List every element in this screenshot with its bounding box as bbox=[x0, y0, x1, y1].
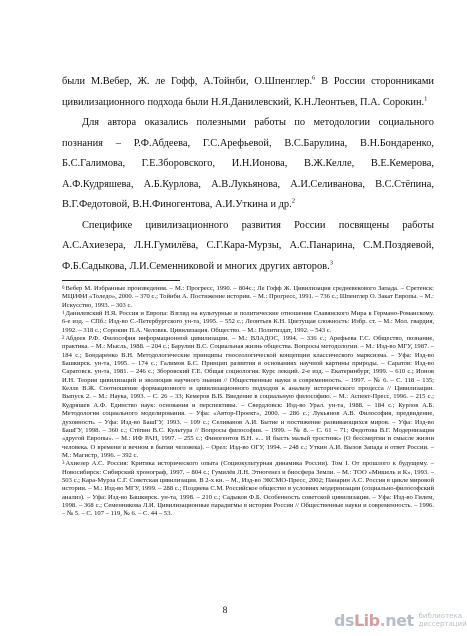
footnote-number: 6 bbox=[62, 286, 65, 291]
page-number: 8 bbox=[222, 606, 228, 616]
footnote-ref-2[interactable]: 2 bbox=[291, 197, 295, 205]
footnote-text: Абдеев Р.Ф. Философия информационной цивилизации. – М.: ВЛАДОС, 1994. – 336 с.; Арефьева Г.С. Общество, познание, практика. – М.: Мысль, 1988. – 204 с.; Барулин В.С. Социальная жизнь общества. Вопросы методологии. – М.: Изд-во МГУ, 1987. – 184 с.; Бондаренко В.Н. Методологические принципы гносеологической концепции классического марксизма. – Уфа: Изд-во Башкирск. ун-та, 1995. – 174 с.; Галимов Б.С. Принцип развития в основаниях научной картины природы. – Саратов: Изд-во Саратовск. ун-та, 1981. – 246 с.; Зборовский Г.Е. Общая социология. Курс лекций. 2-е изд. – Екатеринбург, 1999. – 610 с.; Ионов И.Н. Теория цивилизаций и эволюция научного знания // Общественные науки и современность. – 1997. – № 6. – С. 118 – 135; Келле В.Ж. Соотношение формационного и цивилизационного подходов к анализу исторического процесса // Цивилизации. Выпуск 2. – М.: Наука, 1993. – С. 26 – 33; Кемеров В.В. Введение в социальную философию. – М.: Аспект-Пресс, 1996. – 215 с.; Кудряшев А.Ф. Единство наук: основания и перспективы. – Свердловск: Изд-во Урал. ун-та, 1988. – 184 с.; Курлов А.Б. Методология социального моделирования. – Уфа: «Автор-Проект», 2000. – 286 с.; Лукьянов А.В. Философия, предвидение, духовность. – Уфа: Изд-во БашГУ, 1993. – 109 с.; Селиванов А.И. Бытие и постижение развивающихся миров. – Уфа: Изд-во БашГУ, 1998. – 360 с.; Стёпин В.С. Культура // Вопросы философии. – 1999. – № 8. – С. 61 – 71; Федотова В.Г. Модернизация «другой Европы». – М.: ИФ РАН, 1997. – 255 с.; Финогентов В.Н. «... И бысть малый тростник» (О бессмертии и смысле жизни человека. О времени и вечном в бытии человека). – Орел: Изд-во ОГУ, 1994. – 248 с.; Уткин А.И. Вызов Запада и ответ России. – М.: Магистр, 1996. – 392 с. bbox=[62, 335, 434, 459]
paragraph-3 bbox=[62, 216, 434, 278]
footnote-ref-6[interactable]: 6 bbox=[312, 74, 316, 82]
footnote-item bbox=[62, 310, 434, 335]
paragraph-3-text: Спецификe цивилизационного развития России посвящены работы А.С.Ахиезера, Л.Н.Гумилёва, С.Г.Кара-Мурзы, А.С.Панарина, С.М.Поздяевой, Ф.Б.Садыкова, Л.И.Семенниковой и многих других авторов. bbox=[62, 219, 434, 272]
paragraph-2 bbox=[62, 113, 434, 216]
main-text bbox=[62, 72, 434, 277]
footnote-number: 1 bbox=[62, 311, 65, 317]
footnote-text: Вебер М. Избранные произведения. – М.: Прогресс, 1990. – 804с.; Ле Гофф Ж. Цивилизация средневекового Запада. – Сретенск: МЦИФИ «Толедо», 2000. – 370 с.; Тойнби А. Постижение истории. – М.: Прогресс, 1991. – 736 с.; Шпенглер О. Закат Европы. – М.: Искусство, 1993. – 303 с. bbox=[62, 285, 434, 309]
watermark[interactable] bbox=[334, 607, 467, 633]
footnote-text: Данилевский Н.Я. Россия и Европа: Взгляд на культурные и политические отношения Славянского Мира к Германо-Романскому. 6-е изд. – СПб.: Изд-во С.-Петербургского ун-та, 1995. – 552 с.; Леонтьев К.Н. Цветущая сложность: Избр. ст. – М.: Мол. гвардия, 1992. – 318 с.; Сорокин П.А. Человек. Цивилизация. Общество. – М.: Политиздат, 1992. – 543 с. bbox=[62, 310, 434, 334]
footnote-number: 3 bbox=[62, 461, 65, 467]
footnotes bbox=[62, 285, 434, 519]
watermark-subtitle: библиотека диссертаций bbox=[418, 612, 467, 628]
footnote-item bbox=[62, 460, 434, 518]
footnote-number: 2 bbox=[62, 336, 65, 342]
paragraph-2-text: Для автора оказались полезными работы по методологии социального познания – Р.Ф.Абдеева, Г.С.Арефьевой, В.С.Барулина, В.Н.Бондаренко, Б.С.Галимова, Г.Е.Зборовского, И.Н.Ионова, В.Ж.Келле, В.Е.Кемерова, А.Ф.Кудряшева, А.Б.Курлова, А.В.Лукьянова, А.И.Селиванова, В.С.Стёпина, В.Г.Федотовой, В.Н.Финогентова, А.И.Уткина и др. bbox=[62, 117, 434, 210]
footnote-text: Ахиезер А.С. Россия: Критика исторического опыта (Социокультурная динамика России). Том I. От прошлого к будущему. – Новосибирск: Сибирский хронограф, 1997. – 804 с.; Гумилёв Л.Н. Этногенез и биосфера Земли. – М.: ТОО «Мишель и К», 1993. – 503 с.; Кара-Мурза С.Г. Советская цивилизация. В 2-х кн. – М., Изд-во ЭКСМО-Пресс, 2002; Панарин А.С. Россия в цикле мировой истории. – М.: Изд-во МГУ, 1999. – 288 с.; Поздяева С.М. Российское общество в условиях модернизации (социально-философский анализ). – Уфа: Изд-во Башкирск. ун-та, 1998. – 210 с.; Садыков Ф.Б. Особенность советской цивилизации. – Уфа: Изд-во Гилем, 1998. – 368 с.; Семенникова Л.И. Цивилизационные парадигмы в истории России // Общественные науки и современность. – 1996. – № 5. – С. 107 – 119, № 6. – С. 44 – 53. bbox=[62, 460, 434, 518]
paragraph-1-text: были М.Вебер, Ж. ле Гофф, А.Тойнби, О.Шпенглер. bbox=[62, 76, 313, 87]
footnote-separator bbox=[62, 280, 180, 281]
footnote-item bbox=[62, 285, 434, 310]
footnote-ref-3[interactable]: 3 bbox=[329, 259, 333, 267]
footnote-ref-1[interactable]: 1 bbox=[424, 95, 428, 103]
watermark-logo: dsLib.net bbox=[334, 610, 414, 630]
footnote-item bbox=[62, 335, 434, 460]
paragraph-1 bbox=[62, 72, 434, 113]
paragraph-1-text-cont: В России сторонниками цивилизационного подхода были Н.Я.Данилевский, К.Н.Леонтьев, П.А. Сорокин. bbox=[62, 76, 434, 108]
